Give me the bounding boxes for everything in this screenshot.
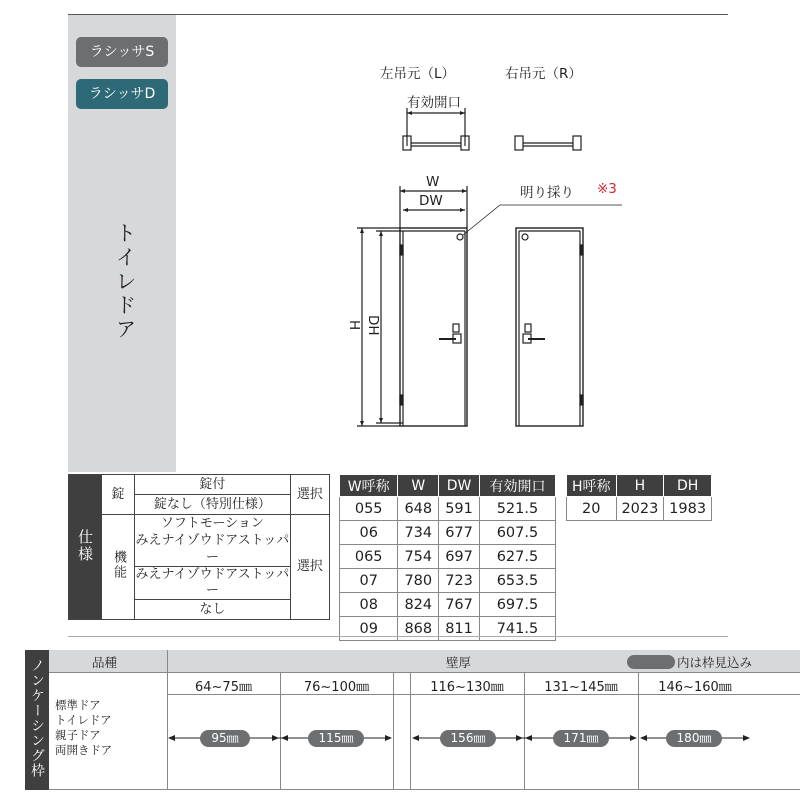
- col-header: DH: [664, 475, 712, 497]
- function-group: 機能: [102, 515, 135, 620]
- col-product-header: 品種: [92, 655, 118, 670]
- function-option: なし: [135, 600, 291, 620]
- col-header: H呼称: [567, 475, 617, 497]
- height-table: [566, 474, 712, 521]
- table-row: 065 754 697 627.5: [340, 545, 556, 569]
- w-label: W: [426, 174, 440, 190]
- table-row: 09 868 811 741.5: [340, 617, 556, 641]
- table-row: 08 824 767 697.5: [340, 593, 556, 617]
- frame-depth-badge: 156㎜: [440, 730, 496, 747]
- frame-table-header: ノンケーシング枠: [25, 650, 49, 790]
- frame-depth-badge: 95㎜: [200, 730, 250, 747]
- col-header: H: [616, 475, 664, 497]
- right-hinge-label: 右吊元（R）: [505, 66, 582, 82]
- function-option: ソフトモーション みえナイゾウドアストッパー: [135, 516, 290, 565]
- skylight-note-mark: ※3: [597, 181, 617, 197]
- table-row: 06 734 677 607.5: [340, 521, 556, 545]
- section-divider: [68, 636, 728, 637]
- lock-option: 錠付: [135, 475, 291, 495]
- table-row: 07 780 723 653.5: [340, 569, 556, 593]
- left-hinge-label: 左吊元（L）: [380, 66, 456, 82]
- product-list: 標準ドア トイレドア 親子ドア 両開きドア: [55, 698, 113, 757]
- series-tab-d[interactable]: ラシッサD: [76, 79, 168, 109]
- spec-table: [68, 474, 330, 620]
- grid-line: [167, 650, 168, 790]
- wall-range: 64~75㎜: [195, 680, 252, 695]
- col-wall-header: 壁厚: [446, 655, 472, 670]
- wall-range: 146~160㎜: [658, 680, 732, 695]
- width-table: [339, 474, 556, 641]
- frame-depth-badge: 180㎜: [666, 730, 722, 747]
- lock-group: 錠: [102, 475, 135, 515]
- door-drawing: [330, 85, 650, 435]
- h-label: H: [346, 320, 362, 331]
- lock-choice: 選択: [290, 475, 329, 515]
- dw-label: DW: [419, 193, 443, 209]
- table-row: 20 2023 1983: [567, 497, 712, 521]
- col-header: W呼称: [340, 475, 398, 497]
- wall-range: 116~130㎜: [430, 680, 504, 695]
- wall-range: 76~100㎜: [303, 680, 370, 695]
- legend-swatch: [627, 655, 675, 669]
- spec-header: 仕様: [69, 475, 102, 620]
- series-tab-s[interactable]: ラシッサS: [76, 37, 168, 67]
- table-row: 055 648 591 521.5: [340, 497, 556, 521]
- product-title: トイレドア: [113, 222, 137, 342]
- legend-label: 内は枠見込み: [677, 655, 753, 670]
- function-choice: 選択: [290, 515, 329, 620]
- col-header: W: [398, 475, 439, 497]
- wall-range: 131~145㎜: [544, 680, 618, 695]
- grid-line: [49, 789, 800, 790]
- lock-option: 錠なし（特別仕様）: [135, 495, 291, 515]
- grid-line: [49, 672, 800, 673]
- opening-label: 有効開口: [407, 95, 461, 111]
- col-header: 有効開口: [479, 475, 555, 497]
- function-option: みえナイゾウドアストッパー: [135, 567, 290, 598]
- frame-depth-badge: 171㎜: [553, 730, 609, 747]
- dh-label: DH: [365, 315, 381, 336]
- frame-depth-badge: 115㎜: [308, 730, 364, 747]
- col-header: DW: [439, 475, 480, 497]
- skylight-note-label: 明り採り: [520, 185, 574, 201]
